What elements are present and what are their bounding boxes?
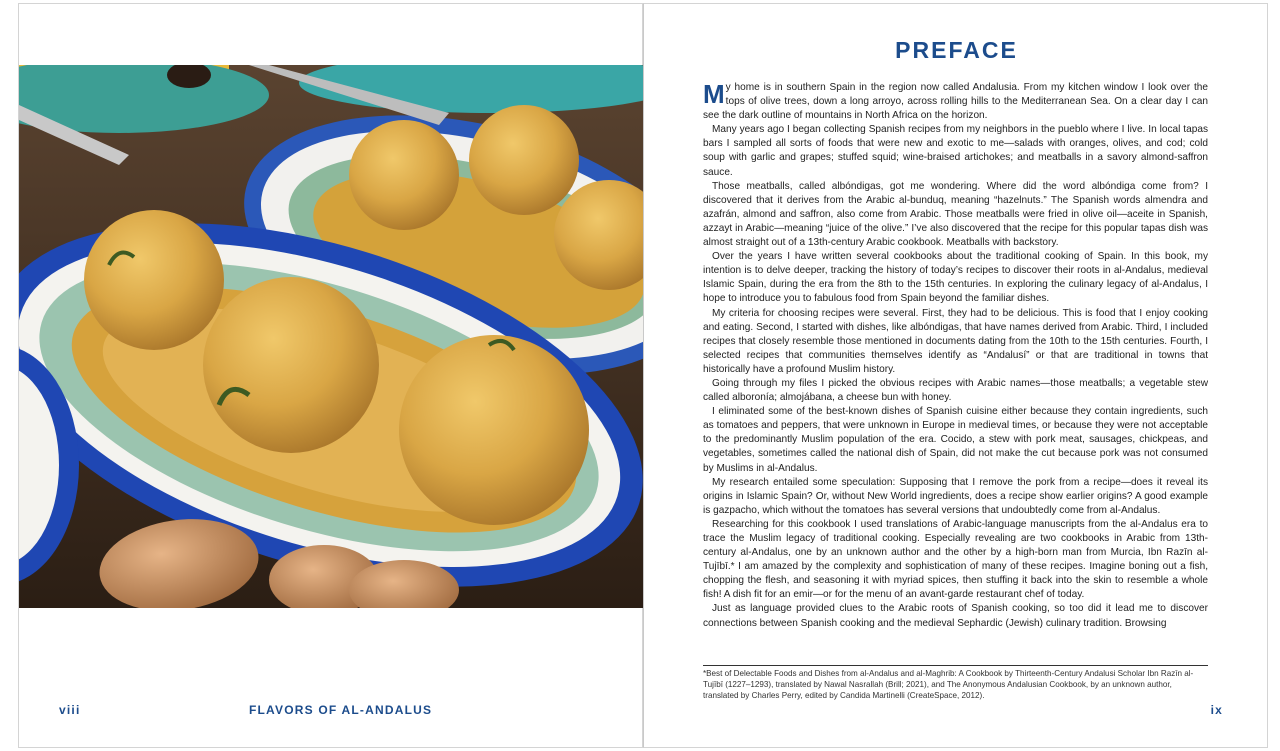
- folio-number-right: ix: [1210, 703, 1223, 717]
- paragraph-2: Many years ago I began collecting Spanish recipes from my neighbors in the pueblo where I live. In local tapas bars I sampled all sorts of foods that were new and exotic to me—salads with oranges, olives, and cod; cold soup with garlic and grapes; stuffed squid; wine-braised artichokes; and meatballs in a savory almond-saffron sauce.: [703, 124, 1208, 178]
- left-page: [18, 3, 643, 748]
- paragraph-7: I eliminated some of the best-known dishes of Spanish cuisine either because they contain ingredients, such as tomatoes and peppers, that were unknown in Europe in medieval times, or because they were not acceptable to the predominantly Muslim population of the era. Cocido, a stew with pork meat, sausages, chickpeas, and vegetables, sometimes called the national dish of Spain, did not make the cut because pork was not consumed by Muslims in al-Andalus.: [703, 406, 1208, 474]
- running-title: FLAVORS OF AL-ANDALUS: [249, 703, 433, 717]
- paragraph-10: Just as language provided clues to the Arabic roots of Spanish cooking, so too did it lead me to discover connections between Spanish cooking and the medieval Sephardic (Jewish) culinary tradition. Browsing: [703, 603, 1208, 629]
- preface-body: [703, 81, 1208, 631]
- paragraph-6: Going through my files I picked the obvious recipes with Arabic names—those meatballs; a vegetable stew called alboronía; almojábana, a cheese bun with honey.: [703, 377, 1208, 404]
- paragraph-1: My home is in southern Spain in the region now called Andalusia. From my kitchen window I look over the tops of olive trees, down a long arroyo, across rolling hills to the Mediterranean Sea. On a clear day I can see the dark outline of mountains in North Africa on the horizon.: [703, 79, 1208, 122]
- paragraph-4: Over the years I have written several cookbooks about the traditional cooking of Spain. In this book, my intention is to delve deeper, tracking the history of today’s recipes to discover their roots in al-Andalus, medieval Islamic Spain, during the era from the 8th to the 15th centuries. In exploring the culinary legacy of al-Andalus, I hope to introduce you to fabulous food from Spain beyond the familiar dishes.: [703, 251, 1208, 305]
- folio-number-left: viii: [59, 703, 81, 717]
- paragraph-9: Researching for this cookbook I used translations of Arabic-language manuscripts from the al-Andalus era to trace the Muslim legacy of traditional cooking. Especially revealing are two cookbooks in Arabic from 13th-century al-Andalus, one by an unknown author and the other by a high-born man from Murcia, Ibn Razīn al-Tujībī.* I am amazed by the complexity and sophistication of many of these recipes. Imagine boning out a fish, chopping the flesh, and seasoning it with myriad spices, then stuffing it back into the skin to resemble a whole fish! A dish fit for an emir—or for the menu of an avant-garde restaurant chef of today.: [703, 518, 1208, 601]
- footnote: *Best of Delectable Foods and Dishes from al-Andalus and al-Maghrib: A Cookbook by Thirteenth-Century Andalusi Scholar Ibn Razīn al-Tujībī (1227–1293), translated by Nawal Nasrallah (Brill; 2021), and The Anonymous Andalusian Cookbook, by an unknown author, translated by Charles Perry, edited by Candida Martinelli (CreateSpace, 2012).: [703, 665, 1208, 702]
- paragraph-8: My research entailed some speculation: Supposing that I remove the pork from a recipe—does it reveal its origins in Islamic Spain? Or, without New World ingredients, does a recipe show earlier origins? A good example is gazpacho, which without the tomatoes has several versions that undoubtedly come from al-Andalus.: [703, 476, 1208, 516]
- chapter-title: PREFACE: [895, 37, 1018, 63]
- right-page: [643, 3, 1268, 748]
- meatballs-photo: [19, 65, 644, 608]
- paragraph-5: My criteria for choosing recipes were several. First, they had to be delicious. This is food that I enjoy cooking and eating. Second, I started with dishes, like albóndigas, that have names derived from Arabic. Third, I included recipes that closely resemble those mentioned in documents dating from the 10th to the 15th centuries. Fourth, I selected recipes that communities themselves identify as “Andalusí” or that are traditional in towns that historically have a profound Muslim history.: [703, 307, 1208, 375]
- drop-cap: M: [703, 79, 725, 109]
- meatballs-in-almond-sauce-image: [19, 65, 644, 608]
- paragraph-3: Those meatballs, called albóndigas, got me wondering. Where did the word albóndiga come from? I discovered that it derives from the Arabic al-bunduq, meaning “hazelnuts.” The Spanish words almendra and azafrán, almond and saffron, also come from Arabic. Those meatballs were fried in olive oil—aceite in Spanish, azzayt in Arabic—meaning “juice of the olive.” I’ve also discovered that the recipe for this popular tapas dish was almost straight out of a 13th-century Arabic cookbook. Meatballs with backstory.: [703, 180, 1208, 249]
